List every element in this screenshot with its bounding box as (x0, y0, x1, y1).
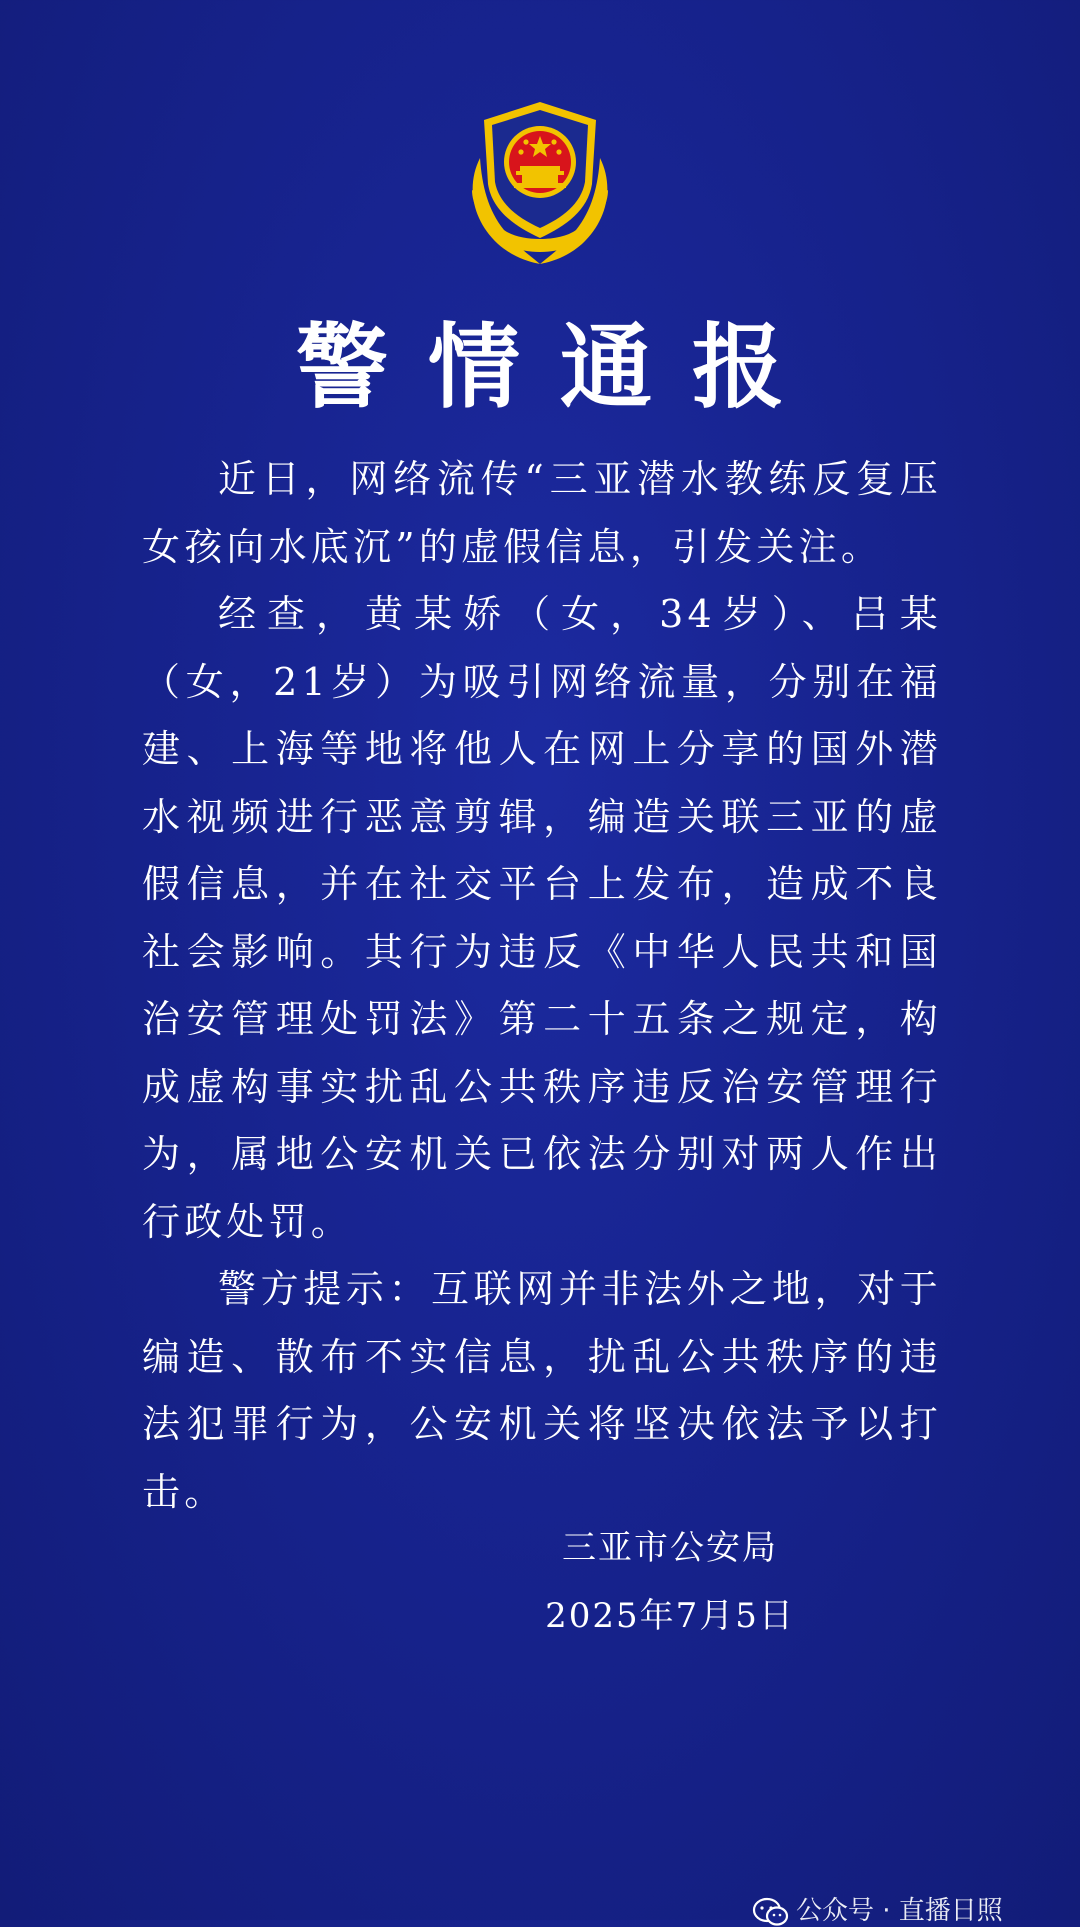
issuer-name: 三亚市公安局 (562, 1528, 778, 1568)
watermark (752, 1890, 1003, 1927)
issue-date: 2025年7月5日 (545, 1596, 795, 1636)
notice-body (142, 446, 942, 1526)
notice-paragraph: 警方提示：互联网并非法外之地，对于编造、散布不实信息，扰乱公共秩序的违法犯罪行为，公安机关将坚决依法予以打击。 (142, 1267, 942, 1514)
wechat-icon (752, 1897, 790, 1927)
watermark-text: 公众号 · 直播日照 (796, 1896, 1003, 1926)
notice-signature (520, 1514, 820, 1650)
notice-title: 警情通报 (295, 314, 824, 421)
notice-paragraph: 经查，黄某娇（女，34岁）、吕某（女，21岁）为吸引网络流量，分别在福建、上海等地将他人在网上分享的国外潜水视频进行恶意剪辑，编造关联三亚的虚假信息，并在社交平台上发布，造成不良社会影响。其行为违反《中华人民共和国治安管理处罚法》第二十五条之规定，构成虚构事实扰乱公共秩序违反治安管理行为，属地公安机关已依法分别对两人作出行政处罚。 (142, 592, 942, 1244)
notice-paragraph: 近日，网络流传“三亚潜水教练反复压女孩向水底沉”的虚假信息，引发关注。 (142, 457, 942, 569)
police-emblem-icon (458, 98, 622, 268)
